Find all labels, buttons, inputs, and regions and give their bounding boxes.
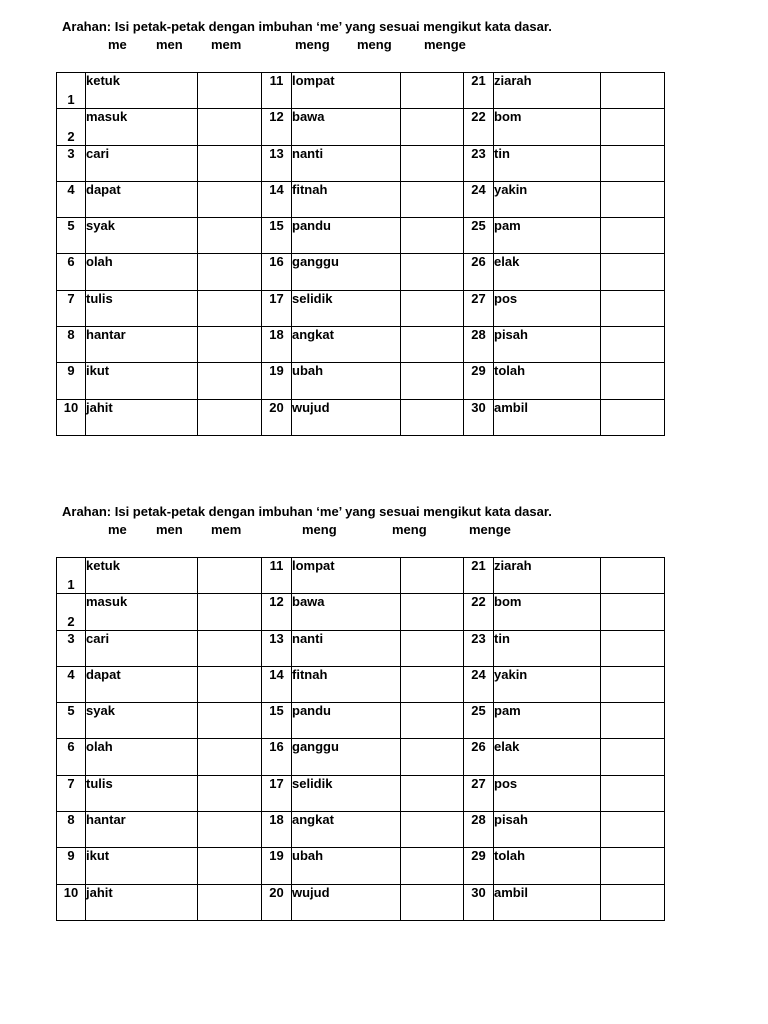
base-word: ketuk <box>86 558 198 594</box>
base-word: ikut <box>86 363 198 399</box>
item-number: 12 <box>262 594 292 630</box>
item-number: 19 <box>262 848 292 884</box>
base-word: olah <box>86 739 198 775</box>
item-number: 16 <box>262 739 292 775</box>
word-table <box>56 557 665 921</box>
prefix-label: menge <box>424 37 466 52</box>
base-word: nanti <box>292 630 401 666</box>
table-row <box>57 884 665 920</box>
table-row <box>57 145 665 181</box>
base-word: lompat <box>292 73 401 109</box>
answer-cell[interactable] <box>401 218 464 254</box>
table-row <box>57 73 665 109</box>
answer-cell[interactable] <box>601 290 665 326</box>
base-word: hantar <box>86 327 198 363</box>
table-row <box>57 181 665 217</box>
table-row <box>57 363 665 399</box>
item-number: 30 <box>464 399 494 435</box>
answer-cell[interactable] <box>601 399 665 435</box>
answer-cell[interactable] <box>601 109 665 145</box>
item-number: 28 <box>464 812 494 848</box>
item-number: 21 <box>464 558 494 594</box>
table-row <box>57 630 665 666</box>
base-word: ganggu <box>292 254 401 290</box>
answer-cell[interactable] <box>601 254 665 290</box>
answer-cell[interactable] <box>198 594 262 630</box>
item-number: 15 <box>262 218 292 254</box>
answer-cell[interactable] <box>601 630 665 666</box>
item-number: 13 <box>262 630 292 666</box>
answer-cell[interactable] <box>198 812 262 848</box>
answer-cell[interactable] <box>401 703 464 739</box>
item-number: 4 <box>57 666 86 702</box>
prefix-label: menge <box>469 522 511 537</box>
answer-cell[interactable] <box>401 775 464 811</box>
base-word: tulis <box>86 775 198 811</box>
item-number: 19 <box>262 363 292 399</box>
item-number: 8 <box>57 812 86 848</box>
answer-cell[interactable] <box>401 630 464 666</box>
answer-cell[interactable] <box>401 145 464 181</box>
answer-cell[interactable] <box>198 327 262 363</box>
prefix-label: mem <box>211 37 242 52</box>
answer-cell[interactable] <box>401 594 464 630</box>
item-number: 10 <box>57 884 86 920</box>
base-word: nanti <box>292 145 401 181</box>
table-row <box>57 109 665 145</box>
base-word: pos <box>494 290 601 326</box>
base-word: elak <box>494 254 601 290</box>
answer-cell[interactable] <box>198 399 262 435</box>
item-number: 11 <box>262 73 292 109</box>
answer-cell[interactable] <box>401 109 464 145</box>
table-row <box>57 739 665 775</box>
item-number: 16 <box>262 254 292 290</box>
answer-cell[interactable] <box>198 848 262 884</box>
base-word: pandu <box>292 218 401 254</box>
base-word: jahit <box>86 884 198 920</box>
base-word: angkat <box>292 327 401 363</box>
item-number: 17 <box>262 775 292 811</box>
base-word: tin <box>494 145 601 181</box>
base-word: fitnah <box>292 666 401 702</box>
answer-cell[interactable] <box>401 254 464 290</box>
base-word: tin <box>494 630 601 666</box>
item-number: 1 <box>57 73 86 109</box>
base-word: syak <box>86 218 198 254</box>
base-word: hantar <box>86 812 198 848</box>
base-word: yakin <box>494 666 601 702</box>
answer-cell[interactable] <box>601 848 665 884</box>
base-word: pam <box>494 218 601 254</box>
item-number: 2 <box>57 109 86 145</box>
base-word: bawa <box>292 109 401 145</box>
item-number: 4 <box>57 181 86 217</box>
base-word: masuk <box>86 109 198 145</box>
base-word: fitnah <box>292 181 401 217</box>
base-word: pisah <box>494 812 601 848</box>
table-row <box>57 218 665 254</box>
item-number: 7 <box>57 290 86 326</box>
item-number: 9 <box>57 363 86 399</box>
answer-cell[interactable] <box>198 290 262 326</box>
base-word: bawa <box>292 594 401 630</box>
answer-cell[interactable] <box>601 775 665 811</box>
answer-cell[interactable] <box>601 327 665 363</box>
item-number: 12 <box>262 109 292 145</box>
base-word: dapat <box>86 666 198 702</box>
item-number: 23 <box>464 145 494 181</box>
base-word: pam <box>494 703 601 739</box>
answer-cell[interactable] <box>198 666 262 702</box>
answer-cell[interactable] <box>401 884 464 920</box>
base-word: syak <box>86 703 198 739</box>
answer-cell[interactable] <box>401 363 464 399</box>
prefix-label: meng <box>295 37 330 52</box>
base-word: ziarah <box>494 558 601 594</box>
item-number: 29 <box>464 363 494 399</box>
item-number: 8 <box>57 327 86 363</box>
instruction-text: Arahan: Isi petak-petak dengan imbuhan ‘me’ yang sesuai mengikut kata dasar. <box>62 504 552 519</box>
base-word: ketuk <box>86 73 198 109</box>
table-row <box>57 594 665 630</box>
item-number: 20 <box>262 884 292 920</box>
item-number: 18 <box>262 327 292 363</box>
item-number: 3 <box>57 145 86 181</box>
item-number: 13 <box>262 145 292 181</box>
item-number: 10 <box>57 399 86 435</box>
base-word: olah <box>86 254 198 290</box>
answer-cell[interactable] <box>198 775 262 811</box>
word-table <box>56 72 665 436</box>
base-word: ikut <box>86 848 198 884</box>
answer-cell[interactable] <box>198 363 262 399</box>
item-number: 5 <box>57 218 86 254</box>
table-row <box>57 254 665 290</box>
prefix-label: meng <box>392 522 427 537</box>
answer-cell[interactable] <box>198 145 262 181</box>
prefix-label: mem <box>211 522 242 537</box>
table-row <box>57 666 665 702</box>
answer-cell[interactable] <box>601 181 665 217</box>
answer-cell[interactable] <box>198 884 262 920</box>
answer-cell[interactable] <box>601 666 665 702</box>
item-number: 24 <box>464 181 494 217</box>
prefix-label: me <box>108 522 127 537</box>
table-row <box>57 399 665 435</box>
table-body <box>57 73 665 436</box>
base-word: ubah <box>292 848 401 884</box>
item-number: 24 <box>464 666 494 702</box>
base-word: pos <box>494 775 601 811</box>
base-word: lompat <box>292 558 401 594</box>
table-row <box>57 327 665 363</box>
answer-cell[interactable] <box>198 73 262 109</box>
answer-cell[interactable] <box>601 703 665 739</box>
answer-cell[interactable] <box>198 181 262 217</box>
table-row <box>57 703 665 739</box>
item-number: 14 <box>262 666 292 702</box>
answer-cell[interactable] <box>601 73 665 109</box>
answer-cell[interactable] <box>198 558 262 594</box>
base-word: ganggu <box>292 739 401 775</box>
answer-cell[interactable] <box>401 399 464 435</box>
answer-cell[interactable] <box>198 703 262 739</box>
item-number: 14 <box>262 181 292 217</box>
base-word: cari <box>86 630 198 666</box>
prefix-label: men <box>156 522 183 537</box>
item-number: 5 <box>57 703 86 739</box>
answer-cell[interactable] <box>198 254 262 290</box>
item-number: 15 <box>262 703 292 739</box>
instruction-text: Arahan: Isi petak-petak dengan imbuhan ‘me’ yang sesuai mengikut kata dasar. <box>62 19 552 34</box>
prefix-label: me <box>108 37 127 52</box>
base-word: ambil <box>494 399 601 435</box>
base-word: selidik <box>292 775 401 811</box>
answer-cell[interactable] <box>601 594 665 630</box>
table-row <box>57 775 665 811</box>
answer-cell[interactable] <box>401 558 464 594</box>
item-number: 6 <box>57 254 86 290</box>
base-word: masuk <box>86 594 198 630</box>
answer-cell[interactable] <box>601 884 665 920</box>
base-word: pisah <box>494 327 601 363</box>
item-number: 29 <box>464 848 494 884</box>
item-number: 28 <box>464 327 494 363</box>
prefix-label: men <box>156 37 183 52</box>
base-word: tolah <box>494 363 601 399</box>
item-number: 27 <box>464 290 494 326</box>
item-number: 26 <box>464 739 494 775</box>
base-word: wujud <box>292 399 401 435</box>
base-word: tolah <box>494 848 601 884</box>
base-word: ambil <box>494 884 601 920</box>
base-word: ubah <box>292 363 401 399</box>
answer-cell[interactable] <box>601 218 665 254</box>
base-word: wujud <box>292 884 401 920</box>
base-word: selidik <box>292 290 401 326</box>
item-number: 1 <box>57 558 86 594</box>
table-row <box>57 558 665 594</box>
item-number: 25 <box>464 703 494 739</box>
item-number: 22 <box>464 594 494 630</box>
answer-cell[interactable] <box>198 739 262 775</box>
answer-cell[interactable] <box>198 218 262 254</box>
prefix-label: meng <box>302 522 337 537</box>
base-word: dapat <box>86 181 198 217</box>
item-number: 7 <box>57 775 86 811</box>
answer-cell[interactable] <box>401 739 464 775</box>
base-word: bom <box>494 109 601 145</box>
item-number: 25 <box>464 218 494 254</box>
answer-cell[interactable] <box>601 739 665 775</box>
item-number: 18 <box>262 812 292 848</box>
answer-cell[interactable] <box>601 145 665 181</box>
answer-cell[interactable] <box>601 558 665 594</box>
base-word: cari <box>86 145 198 181</box>
table-row <box>57 812 665 848</box>
answer-cell[interactable] <box>401 290 464 326</box>
answer-cell[interactable] <box>401 327 464 363</box>
item-number: 17 <box>262 290 292 326</box>
base-word: bom <box>494 594 601 630</box>
item-number: 27 <box>464 775 494 811</box>
answer-cell[interactable] <box>401 812 464 848</box>
item-number: 30 <box>464 884 494 920</box>
base-word: tulis <box>86 290 198 326</box>
base-word: pandu <box>292 703 401 739</box>
item-number: 23 <box>464 630 494 666</box>
base-word: elak <box>494 739 601 775</box>
item-number: 9 <box>57 848 86 884</box>
item-number: 11 <box>262 558 292 594</box>
answer-cell[interactable] <box>601 363 665 399</box>
answer-cell[interactable] <box>401 181 464 217</box>
prefix-label: meng <box>357 37 392 52</box>
item-number: 2 <box>57 594 86 630</box>
answer-cell[interactable] <box>198 630 262 666</box>
item-number: 26 <box>464 254 494 290</box>
table-body <box>57 558 665 921</box>
base-word: yakin <box>494 181 601 217</box>
item-number: 22 <box>464 109 494 145</box>
base-word: jahit <box>86 399 198 435</box>
table-row <box>57 290 665 326</box>
answer-cell[interactable] <box>401 666 464 702</box>
answer-cell[interactable] <box>401 73 464 109</box>
answer-cell[interactable] <box>198 109 262 145</box>
item-number: 6 <box>57 739 86 775</box>
item-number: 20 <box>262 399 292 435</box>
item-number: 3 <box>57 630 86 666</box>
item-number: 21 <box>464 73 494 109</box>
table-row <box>57 848 665 884</box>
answer-cell[interactable] <box>401 848 464 884</box>
base-word: ziarah <box>494 73 601 109</box>
answer-cell[interactable] <box>601 812 665 848</box>
base-word: angkat <box>292 812 401 848</box>
